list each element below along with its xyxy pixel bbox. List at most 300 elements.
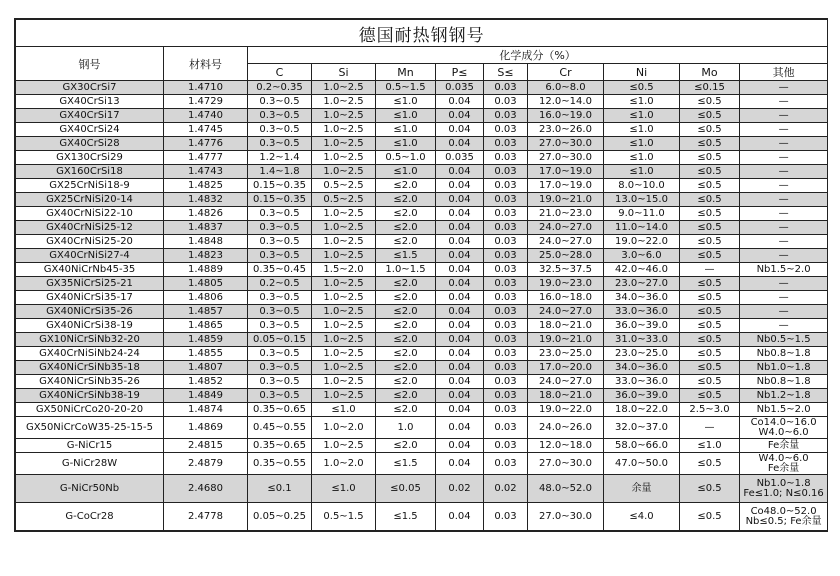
- cell-cr: 17.0~19.0: [528, 165, 604, 179]
- cell-other-line: —: [778, 123, 789, 135]
- cell-mn: ≤2.0: [376, 403, 436, 417]
- cell-mo: ≤0.5: [680, 165, 740, 179]
- cell-p: 0.04: [436, 333, 484, 347]
- cell-other: [740, 389, 828, 403]
- cell-mo: ≤0.15: [680, 81, 740, 95]
- cell-mo: ≤0.5: [680, 347, 740, 361]
- table-row: [16, 81, 828, 95]
- cell-si: 1.0~2.5: [312, 249, 376, 263]
- cell-other: [740, 305, 828, 319]
- header-element: Mo: [680, 64, 740, 81]
- table-row: [16, 319, 828, 333]
- cell-si: 1.0~2.5: [312, 151, 376, 165]
- cell-c: 0.3~0.5: [248, 319, 312, 333]
- cell-ni: 23.0~25.0: [604, 347, 680, 361]
- steel-grade-table: [15, 19, 828, 531]
- cell-material-no: 1.4852: [164, 375, 248, 389]
- cell-material-no: 1.4745: [164, 123, 248, 137]
- cell-material-no: 1.4729: [164, 95, 248, 109]
- cell-si: 1.0~2.5: [312, 109, 376, 123]
- cell-mo: ≤0.5: [680, 319, 740, 333]
- cell-c: 0.3~0.5: [248, 347, 312, 361]
- cell-ni: ≤0.5: [604, 81, 680, 95]
- cell-ni: 36.0~39.0: [604, 389, 680, 403]
- cell-p: 0.02: [436, 475, 484, 503]
- cell-other: [740, 291, 828, 305]
- cell-grade: GX10NiCrSiNb32-20: [16, 333, 164, 347]
- cell-ni: 32.0~37.0: [604, 417, 680, 439]
- cell-cr: 48.0~52.0: [528, 475, 604, 503]
- cell-grade: G-NiCr15: [16, 439, 164, 453]
- cell-si: 1.0~2.5: [312, 221, 376, 235]
- cell-ni: 9.0~11.0: [604, 207, 680, 221]
- header-grade: 钢号: [16, 47, 164, 81]
- cell-mn: 1.0~1.5: [376, 263, 436, 277]
- cell-mn: 0.5~1.0: [376, 151, 436, 165]
- cell-mo: ≤0.5: [680, 151, 740, 165]
- cell-si: 1.0~2.5: [312, 123, 376, 137]
- cell-other-line: —: [778, 137, 789, 149]
- cell-p: 0.04: [436, 235, 484, 249]
- cell-material-no: 2.4778: [164, 503, 248, 531]
- cell-si: 1.0~2.5: [312, 81, 376, 95]
- cell-other: [740, 151, 828, 165]
- cell-material-no: 1.4825: [164, 179, 248, 193]
- table-row: [16, 235, 828, 249]
- cell-mn: ≤2.0: [376, 193, 436, 207]
- cell-p: 0.04: [436, 417, 484, 439]
- cell-cr: 19.0~21.0: [528, 193, 604, 207]
- table-row: [16, 291, 828, 305]
- table-row: [16, 123, 828, 137]
- table-row: [16, 165, 828, 179]
- table-row: [16, 95, 828, 109]
- cell-material-no: 1.4807: [164, 361, 248, 375]
- cell-grade: GX160CrSi18: [16, 165, 164, 179]
- cell-other-line: Co14.0~16.0: [750, 416, 817, 428]
- cell-si: 1.0~2.5: [312, 207, 376, 221]
- table-row: [16, 475, 828, 503]
- cell-s: 0.03: [484, 375, 528, 389]
- header-element: C: [248, 64, 312, 81]
- cell-grade: G-NiCr50Nb: [16, 475, 164, 503]
- cell-c: 0.3~0.5: [248, 305, 312, 319]
- cell-other-line: Nb1.5~2.0: [756, 403, 811, 415]
- cell-s: 0.03: [484, 333, 528, 347]
- cell-other-line: Fe余量: [767, 439, 800, 451]
- cell-grade: GX40CrNiSi22-10: [16, 207, 164, 221]
- cell-si: 1.5~2.0: [312, 263, 376, 277]
- cell-p: 0.04: [436, 305, 484, 319]
- cell-p: 0.04: [436, 375, 484, 389]
- cell-other-line: —: [778, 277, 789, 289]
- cell-mn: 1.0: [376, 417, 436, 439]
- cell-si: 1.0~2.5: [312, 291, 376, 305]
- cell-other: [740, 81, 828, 95]
- cell-mn: ≤2.0: [376, 235, 436, 249]
- cell-other: [740, 235, 828, 249]
- cell-ni: 36.0~39.0: [604, 319, 680, 333]
- cell-ni: 42.0~46.0: [604, 263, 680, 277]
- cell-mo: ≤0.5: [680, 503, 740, 531]
- cell-c: 0.35~0.45: [248, 263, 312, 277]
- cell-s: 0.03: [484, 347, 528, 361]
- cell-other-line: W4.0~6.0: [758, 426, 809, 438]
- cell-grade: GX25CrNiSi20-14: [16, 193, 164, 207]
- cell-si: 1.0~2.5: [312, 95, 376, 109]
- cell-grade: GX50NiCrCoW35-25-15-5: [16, 417, 164, 439]
- cell-mo: ≤1.0: [680, 439, 740, 453]
- cell-other: [740, 263, 828, 277]
- cell-grade: GX40NiCrSi38-19: [16, 319, 164, 333]
- cell-c: 0.3~0.5: [248, 389, 312, 403]
- cell-ni: 47.0~50.0: [604, 453, 680, 475]
- cell-cr: 27.0~30.0: [528, 151, 604, 165]
- cell-cr: 23.0~26.0: [528, 123, 604, 137]
- table-row: [16, 249, 828, 263]
- cell-material-no: 1.4855: [164, 347, 248, 361]
- cell-grade: GX40NiCrSiNb35-26: [16, 375, 164, 389]
- cell-p: 0.04: [436, 221, 484, 235]
- table-row: [16, 221, 828, 235]
- header-element: Ni: [604, 64, 680, 81]
- cell-grade: GX50NiCrCo20-20-20: [16, 403, 164, 417]
- cell-p: 0.04: [436, 403, 484, 417]
- cell-material-no: 1.4849: [164, 389, 248, 403]
- cell-s: 0.02: [484, 475, 528, 503]
- cell-ni: 13.0~15.0: [604, 193, 680, 207]
- cell-si: 0.5~2.5: [312, 193, 376, 207]
- cell-p: 0.04: [436, 123, 484, 137]
- cell-c: 0.3~0.5: [248, 221, 312, 235]
- cell-c: 0.3~0.5: [248, 361, 312, 375]
- table-row: [16, 109, 828, 123]
- cell-cr: 19.0~22.0: [528, 403, 604, 417]
- cell-cr: 17.0~19.0: [528, 179, 604, 193]
- cell-other-line: Nb0.8~1.8: [756, 347, 811, 359]
- cell-si: 1.0~2.5: [312, 165, 376, 179]
- table-row: [16, 193, 828, 207]
- table-row: [16, 453, 828, 475]
- cell-grade: GX40NiCrSi35-17: [16, 291, 164, 305]
- cell-mo: ≤0.5: [680, 235, 740, 249]
- cell-mn: ≤2.0: [376, 305, 436, 319]
- cell-other-line: —: [778, 193, 789, 205]
- cell-mn: ≤2.0: [376, 347, 436, 361]
- cell-c: 0.3~0.5: [248, 207, 312, 221]
- cell-mn: ≤2.0: [376, 207, 436, 221]
- cell-other: [740, 277, 828, 291]
- cell-si: 0.5~2.5: [312, 179, 376, 193]
- cell-other: [740, 179, 828, 193]
- cell-s: 0.03: [484, 95, 528, 109]
- cell-c: 0.05~0.15: [248, 333, 312, 347]
- cell-material-no: 1.4865: [164, 319, 248, 333]
- cell-mo: ≤0.5: [680, 95, 740, 109]
- cell-other-line: —: [778, 207, 789, 219]
- cell-grade: GX40CrNiSi25-12: [16, 221, 164, 235]
- cell-other-line: —: [778, 221, 789, 233]
- cell-cr: 24.0~27.0: [528, 235, 604, 249]
- cell-cr: 24.0~27.0: [528, 305, 604, 319]
- table-row: [16, 277, 828, 291]
- table-row: [16, 263, 828, 277]
- cell-mo: ≤0.5: [680, 389, 740, 403]
- cell-c: 0.35~0.55: [248, 453, 312, 475]
- table-body: [16, 81, 828, 531]
- cell-other-line: —: [778, 249, 789, 261]
- cell-other-line: Nb0.5~1.5: [756, 333, 811, 345]
- cell-grade: GX40CrNiSiNb24-24: [16, 347, 164, 361]
- cell-ni: ≤1.0: [604, 151, 680, 165]
- cell-cr: 23.0~25.0: [528, 347, 604, 361]
- cell-material-no: 1.4776: [164, 137, 248, 151]
- cell-other: [740, 403, 828, 417]
- cell-mo: ≤0.5: [680, 361, 740, 375]
- cell-s: 0.03: [484, 277, 528, 291]
- cell-s: 0.03: [484, 403, 528, 417]
- cell-p: 0.04: [436, 249, 484, 263]
- cell-s: 0.03: [484, 439, 528, 453]
- cell-s: 0.03: [484, 221, 528, 235]
- cell-c: 0.2~0.35: [248, 81, 312, 95]
- cell-grade: GX40NiCrSiNb38-19: [16, 389, 164, 403]
- cell-mo: ≤0.5: [680, 137, 740, 151]
- cell-material-no: 2.4879: [164, 453, 248, 475]
- cell-mn: ≤1.0: [376, 137, 436, 151]
- cell-other: [740, 319, 828, 333]
- cell-p: 0.04: [436, 207, 484, 221]
- cell-other: [740, 333, 828, 347]
- cell-c: 0.35~0.65: [248, 439, 312, 453]
- cell-cr: 18.0~21.0: [528, 319, 604, 333]
- cell-material-no: 1.4832: [164, 193, 248, 207]
- cell-material-no: 1.4859: [164, 333, 248, 347]
- cell-s: 0.03: [484, 361, 528, 375]
- cell-mo: ≤0.5: [680, 305, 740, 319]
- cell-cr: 24.0~27.0: [528, 375, 604, 389]
- cell-p: 0.04: [436, 277, 484, 291]
- cell-grade: GX40NiCrNb45-35: [16, 263, 164, 277]
- cell-mn: ≤1.0: [376, 95, 436, 109]
- cell-other: [740, 453, 828, 475]
- cell-other: [740, 439, 828, 453]
- cell-c: 0.3~0.5: [248, 109, 312, 123]
- cell-c: 0.3~0.5: [248, 235, 312, 249]
- cell-cr: 16.0~19.0: [528, 109, 604, 123]
- cell-material-no: 1.4805: [164, 277, 248, 291]
- cell-si: 1.0~2.0: [312, 417, 376, 439]
- cell-material-no: 1.4848: [164, 235, 248, 249]
- cell-mo: —: [680, 417, 740, 439]
- cell-material-no: 1.4857: [164, 305, 248, 319]
- cell-mn: ≤2.0: [376, 291, 436, 305]
- cell-cr: 27.0~30.0: [528, 453, 604, 475]
- cell-other-line: —: [778, 235, 789, 247]
- cell-other: [740, 123, 828, 137]
- cell-grade: G-CoCr28: [16, 503, 164, 531]
- cell-other: [740, 109, 828, 123]
- cell-p: 0.04: [436, 179, 484, 193]
- cell-grade: GX40CrSi28: [16, 137, 164, 151]
- cell-cr: 27.0~30.0: [528, 137, 604, 151]
- cell-mo: ≤0.5: [680, 179, 740, 193]
- table-row: [16, 417, 828, 439]
- cell-other: [740, 249, 828, 263]
- cell-ni: ≤1.0: [604, 123, 680, 137]
- cell-s: 0.03: [484, 503, 528, 531]
- cell-ni: 余量: [604, 475, 680, 503]
- cell-mo: ≤0.5: [680, 291, 740, 305]
- cell-s: 0.03: [484, 263, 528, 277]
- cell-c: 0.15~0.35: [248, 179, 312, 193]
- cell-s: 0.03: [484, 151, 528, 165]
- cell-ni: 33.0~36.0: [604, 305, 680, 319]
- table-row: [16, 375, 828, 389]
- header-element: Cr: [528, 64, 604, 81]
- cell-si: 0.5~1.5: [312, 503, 376, 531]
- cell-mn: ≤1.5: [376, 453, 436, 475]
- cell-mn: 0.5~1.5: [376, 81, 436, 95]
- cell-c: 0.3~0.5: [248, 249, 312, 263]
- cell-other-line: —: [778, 151, 789, 163]
- cell-c: 0.45~0.55: [248, 417, 312, 439]
- cell-grade: GX40CrNiSi27-4: [16, 249, 164, 263]
- cell-mo: ≤0.5: [680, 375, 740, 389]
- cell-ni: 34.0~36.0: [604, 361, 680, 375]
- cell-cr: 27.0~30.0: [528, 503, 604, 531]
- cell-cr: 12.0~18.0: [528, 439, 604, 453]
- cell-other-line: —: [778, 165, 789, 177]
- cell-grade: GX35NiCrSi25-21: [16, 277, 164, 291]
- cell-other: [740, 221, 828, 235]
- cell-other: [740, 417, 828, 439]
- cell-other: [740, 165, 828, 179]
- cell-si: 1.0~2.5: [312, 347, 376, 361]
- cell-s: 0.03: [484, 305, 528, 319]
- cell-mo: ≤0.5: [680, 193, 740, 207]
- cell-mo: ≤0.5: [680, 277, 740, 291]
- cell-other-line: Fe≤1.0; N≤0.16: [743, 487, 824, 499]
- table-row: [16, 403, 828, 417]
- cell-ni: 58.0~66.0: [604, 439, 680, 453]
- cell-grade: GX40NiCrSiNb35-18: [16, 361, 164, 375]
- cell-s: 0.03: [484, 207, 528, 221]
- cell-si: ≤1.0: [312, 403, 376, 417]
- cell-ni: 34.0~36.0: [604, 291, 680, 305]
- cell-other: [740, 475, 828, 503]
- cell-cr: 24.0~27.0: [528, 221, 604, 235]
- cell-mo: ≤0.5: [680, 123, 740, 137]
- cell-grade: GX130CrSi29: [16, 151, 164, 165]
- cell-si: 1.0~2.5: [312, 389, 376, 403]
- cell-c: 1.4~1.8: [248, 165, 312, 179]
- cell-si: 1.0~2.5: [312, 375, 376, 389]
- cell-mn: ≤2.0: [376, 221, 436, 235]
- cell-mn: ≤1.5: [376, 249, 436, 263]
- cell-material-no: 1.4874: [164, 403, 248, 417]
- cell-si: 1.0~2.5: [312, 333, 376, 347]
- cell-s: 0.03: [484, 319, 528, 333]
- table-row: [16, 389, 828, 403]
- cell-grade: GX30CrSi7: [16, 81, 164, 95]
- cell-mo: ≤0.5: [680, 221, 740, 235]
- cell-c: 0.35~0.65: [248, 403, 312, 417]
- cell-grade: GX25CrNiSi18-9: [16, 179, 164, 193]
- cell-cr: 6.0~8.0: [528, 81, 604, 95]
- cell-mn: ≤1.0: [376, 165, 436, 179]
- cell-ni: 3.0~6.0: [604, 249, 680, 263]
- cell-ni: ≤4.0: [604, 503, 680, 531]
- cell-ni: 8.0~10.0: [604, 179, 680, 193]
- cell-other-line: Nb≤0.5; Fe余量: [745, 515, 822, 527]
- table-row: [16, 361, 828, 375]
- cell-c: 0.3~0.5: [248, 291, 312, 305]
- cell-other: [740, 95, 828, 109]
- cell-material-no: 1.4823: [164, 249, 248, 263]
- cell-other-line: —: [778, 81, 789, 93]
- header-element: Si: [312, 64, 376, 81]
- cell-s: 0.03: [484, 165, 528, 179]
- cell-cr: 12.0~14.0: [528, 95, 604, 109]
- cell-p: 0.035: [436, 81, 484, 95]
- cell-mn: ≤2.0: [376, 439, 436, 453]
- cell-p: 0.04: [436, 291, 484, 305]
- cell-s: 0.03: [484, 453, 528, 475]
- cell-material-no: 1.4710: [164, 81, 248, 95]
- cell-c: ≤0.1: [248, 475, 312, 503]
- cell-other-line: Fe余量: [767, 462, 800, 474]
- cell-si: 1.0~2.5: [312, 137, 376, 151]
- cell-p: 0.04: [436, 95, 484, 109]
- cell-cr: 19.0~23.0: [528, 277, 604, 291]
- cell-cr: 21.0~23.0: [528, 207, 604, 221]
- cell-mn: ≤2.0: [376, 389, 436, 403]
- cell-mn: ≤1.0: [376, 123, 436, 137]
- cell-material-no: 1.4826: [164, 207, 248, 221]
- cell-other-line: Nb1.2~1.8: [756, 389, 811, 401]
- cell-c: 0.15~0.35: [248, 193, 312, 207]
- cell-mn: ≤2.0: [376, 333, 436, 347]
- table-row: [16, 137, 828, 151]
- cell-other-line: —: [778, 179, 789, 191]
- cell-s: 0.03: [484, 235, 528, 249]
- cell-other: [740, 375, 828, 389]
- cell-mn: ≤2.0: [376, 361, 436, 375]
- header-material-no: 材料号: [164, 47, 248, 81]
- cell-mn: ≤2.0: [376, 319, 436, 333]
- cell-other-line: Nb1.0~1.8: [756, 361, 811, 373]
- cell-other: [740, 503, 828, 531]
- cell-si: ≤1.0: [312, 475, 376, 503]
- cell-grade: GX40CrSi24: [16, 123, 164, 137]
- cell-p: 0.04: [436, 165, 484, 179]
- cell-other-line: —: [778, 305, 789, 317]
- cell-p: 0.04: [436, 193, 484, 207]
- cell-p: 0.04: [436, 263, 484, 277]
- cell-c: 0.3~0.5: [248, 137, 312, 151]
- cell-cr: 16.0~18.0: [528, 291, 604, 305]
- cell-mo: ≤0.5: [680, 109, 740, 123]
- cell-c: 0.3~0.5: [248, 95, 312, 109]
- header-element: S≤: [484, 64, 528, 81]
- cell-si: 1.0~2.5: [312, 361, 376, 375]
- cell-c: 0.05~0.25: [248, 503, 312, 531]
- cell-mo: ≤0.5: [680, 453, 740, 475]
- table-row: [16, 439, 828, 453]
- cell-other-line: —: [778, 109, 789, 121]
- steel-grade-table-container: [14, 18, 828, 532]
